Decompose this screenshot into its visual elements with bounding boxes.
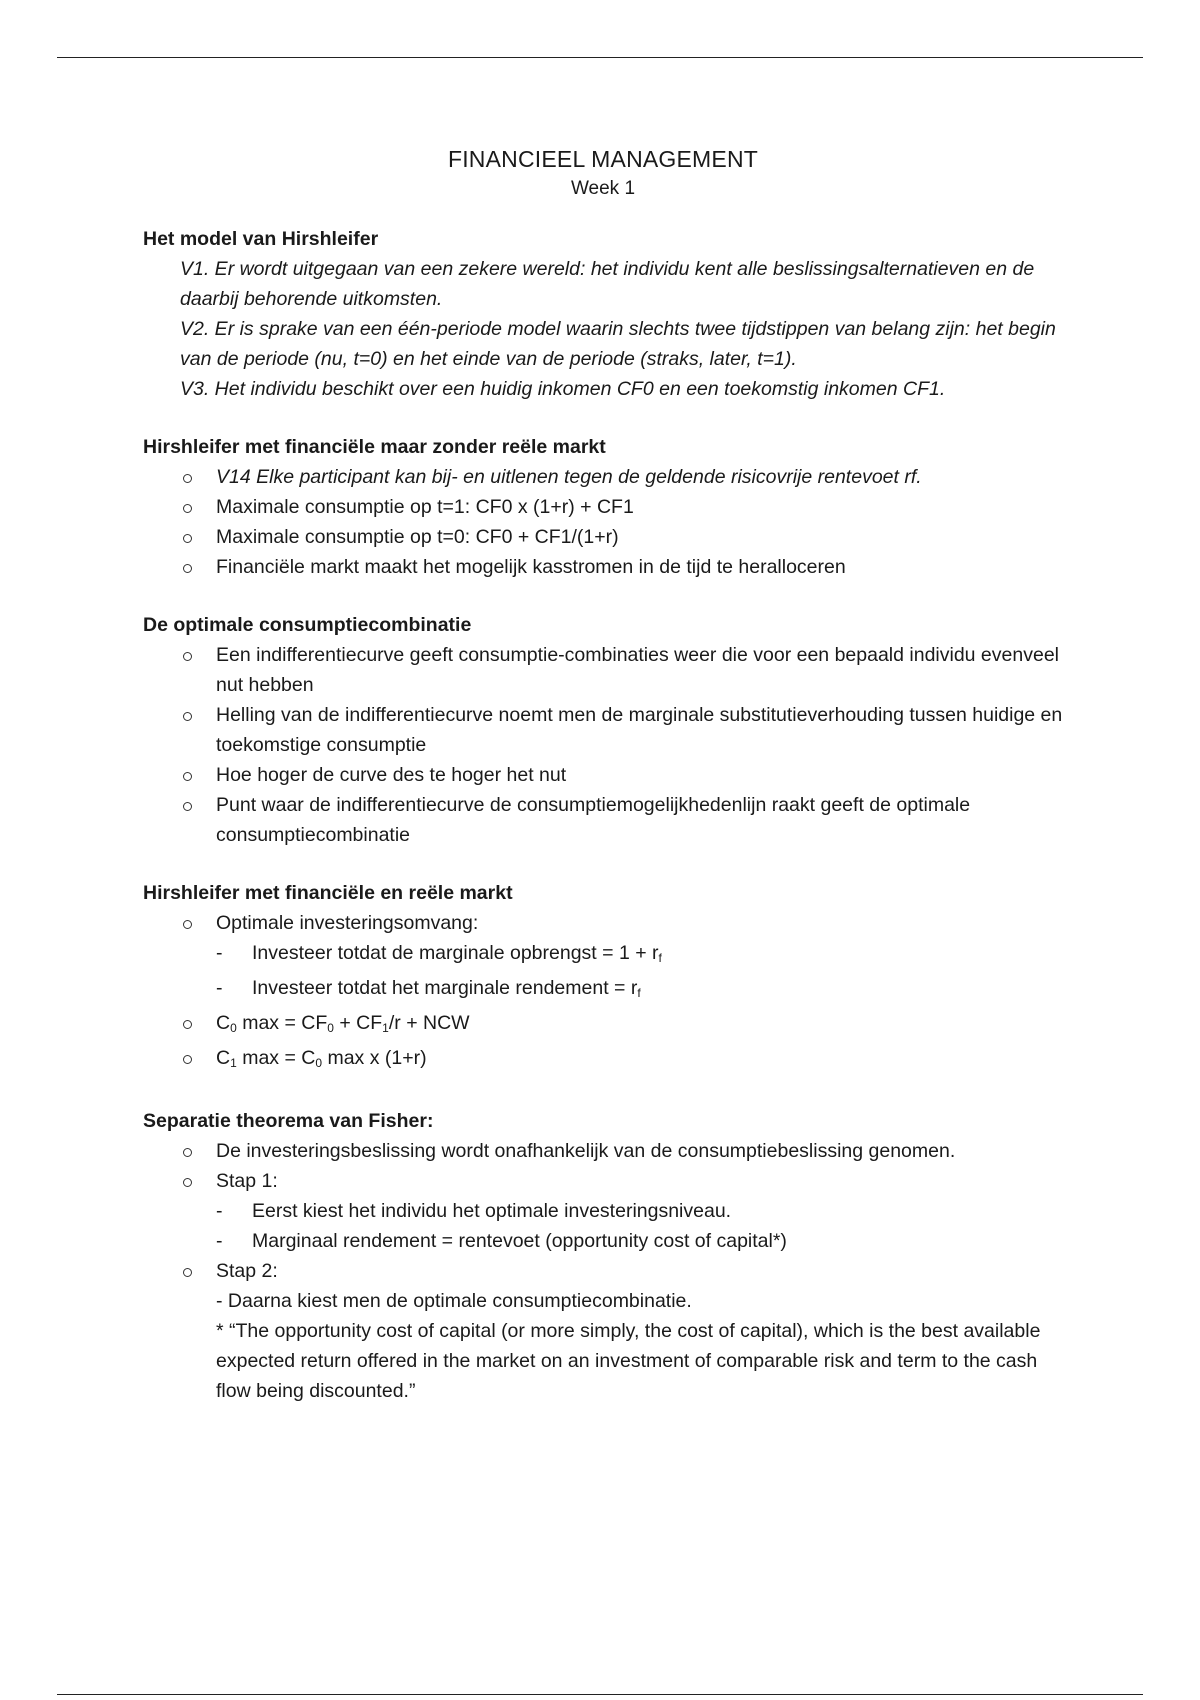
footnote-quote: * “The opportunity cost of capital (or more simply, the cost of capital), which is the best available expected return offered in the market on an investment of comparable risk and term to the cash flow being discounted.”: [216, 1320, 1041, 1402]
list-item-text: Optimale investeringsomvang:: [216, 912, 479, 934]
document-title: FINANCIEEL MANAGEMENT: [447, 146, 759, 172]
dash-list: [216, 1196, 1063, 1256]
subscript: 0: [230, 1021, 237, 1035]
list-item-text: Stap 2:: [216, 1260, 278, 1282]
list-item: [143, 1256, 1063, 1406]
dash-list: [216, 938, 1063, 1008]
subscript: f: [637, 986, 641, 1000]
assumption-v1: V1. Er wordt uitgegaan van een zekere wereld: het individu kent alle beslissingsalternatieven en de daarbij behorende uitkomsten.: [180, 258, 1035, 310]
formula-part: C: [216, 1047, 231, 1069]
formula-part: max = C: [236, 1047, 316, 1069]
bullet-list: [143, 462, 1063, 582]
list-item: [143, 908, 1063, 1008]
list-item-formula-c1: [143, 1043, 1063, 1078]
subscript: 0: [315, 1056, 323, 1070]
subscript: 1: [230, 1056, 237, 1070]
list-item: Maximale consumptie op t=0: CF0 + CF1/(1+r): [143, 522, 1063, 552]
section-heading: De optimale consumptiecombinatie: [143, 614, 472, 636]
list-item-text: Stap 1:: [216, 1170, 278, 1192]
list-item: Hoe hoger de curve des te hoger het nut: [143, 760, 1063, 790]
dash-item-text: Investeer totdat de marginale opbrengst = 1 + r: [252, 942, 659, 964]
list-item-formula-c0: [143, 1008, 1063, 1043]
dash-item: [216, 973, 1063, 1008]
section-heading: Hirshleifer met financiële en reële markt: [143, 882, 513, 904]
step2-text: - Daarna kiest men de optimale consumptiecombinatie.: [216, 1290, 692, 1312]
section-heading: Separatie theorema van Fisher:: [143, 1110, 434, 1132]
section-financial-market: [143, 432, 1063, 582]
document-subtitle: Week 1: [570, 178, 636, 199]
formula-part: /r + NCW: [388, 1012, 470, 1034]
assumption-v3: V3. Het individu beschikt over een huidig inkomen CF0 en een toekomstig inkomen CF1.: [180, 378, 946, 400]
section-heading: Hirshleifer met financiële maar zonder reële markt: [143, 436, 606, 458]
dash-item-text: Investeer totdat het marginale rendement = r: [252, 977, 638, 999]
section-financial-real-market: [143, 878, 1063, 1078]
list-item: V14 Elke participant kan bij- en uitlenen tegen de geldende risicovrije rentevoet rf.: [143, 462, 1063, 492]
bullet-list: [143, 1136, 1063, 1406]
bullet-list: [143, 640, 1063, 850]
dash-item: - Marginaal rendement = rentevoet (opportunity cost of capital*): [216, 1226, 1063, 1256]
section-optimal-consumption: [143, 610, 1063, 850]
list-item: De investeringsbeslissing wordt onafhankelijk van de consumptiebeslissing genomen.: [143, 1136, 1063, 1166]
dash-item: [216, 938, 1063, 973]
formula-part: max x (1+r): [322, 1047, 427, 1069]
formula-part: C: [216, 1012, 231, 1034]
list-item: Punt waar de indifferentiecurve de consumptiemogelijkhedenlijn raakt geeft de optimale consumptiecombinatie: [143, 790, 1063, 850]
list-item: Financiële markt maakt het mogelijk kasstromen in de tijd te heralloceren: [143, 552, 1063, 582]
subscript: f: [658, 951, 662, 965]
section-heading: Het model van Hirshleifer: [143, 228, 379, 250]
list-item: Maximale consumptie op t=1: CF0 x (1+r) + CF1: [143, 492, 1063, 522]
bullet-list: [143, 908, 1063, 1078]
list-item: [143, 1166, 1063, 1256]
footer-rule: [57, 1694, 1143, 1695]
section-hirshleifer-model: [143, 224, 1063, 404]
subscript: 0: [327, 1021, 334, 1035]
section-fisher-separation: [143, 1106, 1063, 1406]
list-item: Helling van de indifferentiecurve noemt men de marginale substitutieverhouding tussen huidige en toekomstige consumptie: [143, 700, 1063, 760]
subscript: 1: [382, 1021, 389, 1035]
document-page: [143, 144, 1063, 1434]
list-item: Een indifferentiecurve geeft consumptie-combinaties weer die voor een bepaald individu evenveel nut hebben: [143, 640, 1063, 700]
header-rule: [57, 57, 1143, 58]
formula-part: max = CF: [236, 1012, 328, 1034]
formula-part: + CF: [333, 1012, 383, 1034]
dash-item: - Eerst kiest het individu het optimale investeringsniveau.: [216, 1196, 1063, 1226]
assumption-v2: V2. Er is sprake van een één-periode model waarin slechts twee tijdstippen van belang zijn: het begin van de periode (nu, t=0) en het einde van de periode (straks, later, t=1).: [180, 318, 1056, 370]
